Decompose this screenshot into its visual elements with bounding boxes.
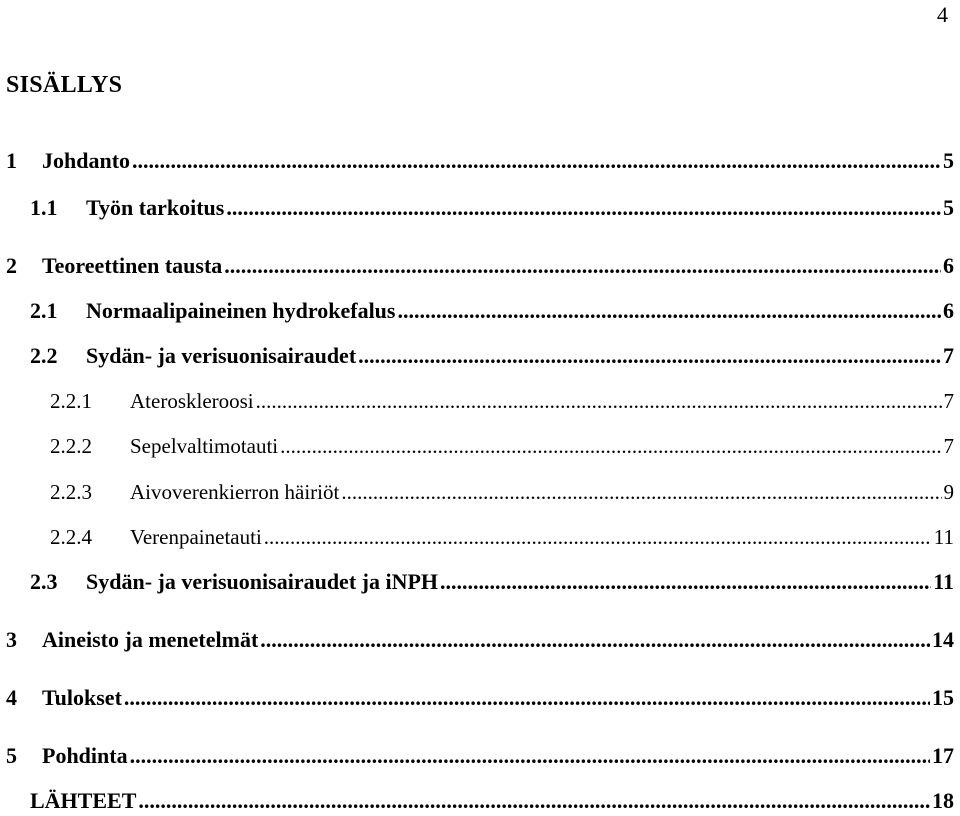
toc-entry-title: LÄHTEET xyxy=(30,788,137,813)
toc-entry-title: Aineisto ja menetelmät xyxy=(42,627,259,652)
toc-leader-dots xyxy=(397,296,941,326)
toc-entry-pohdinta[interactable] xyxy=(6,741,954,771)
toc-entry-number: 2.2.3 xyxy=(50,480,92,504)
toc-entry-normaalipaineinen-hydrokefalus[interactable] xyxy=(30,296,954,326)
toc-entry-page: 5 xyxy=(943,195,954,220)
toc-entry-number: 2.3 xyxy=(30,569,58,594)
toc-entry-tyon-tarkoitus[interactable] xyxy=(30,193,954,223)
toc-entry-page: 11 xyxy=(933,525,954,549)
toc-entry-number: 2.2.2 xyxy=(50,434,92,458)
toc-entry-johdanto[interactable] xyxy=(6,146,954,176)
toc-leader-dots xyxy=(138,786,930,816)
page-number: 4 xyxy=(937,2,948,27)
toc-entry-page: 15 xyxy=(932,685,954,710)
toc-entry-number: 3 xyxy=(6,627,17,652)
toc-leader-dots xyxy=(264,522,932,552)
toc-entry-number: 4 xyxy=(6,685,17,710)
toc-entry-title: Sepelvaltimotauti xyxy=(130,434,279,458)
toc-entry-title: Aivoverenkierron häiriöt xyxy=(130,480,340,504)
toc-entry-page: 18 xyxy=(932,788,954,813)
toc-entry-title: Tulokset xyxy=(42,685,122,710)
toc-entry-tulokset[interactable] xyxy=(6,683,954,713)
toc-leader-dots xyxy=(358,341,941,371)
toc-entry-title: Ateroskleroosi xyxy=(130,389,254,413)
toc-entry-sydan-ja-verisuonisairaudet[interactable] xyxy=(30,341,954,371)
toc-entry-number: 1 xyxy=(6,148,17,173)
toc-entry-page: 17 xyxy=(932,743,954,768)
toc-entry-number: 2 xyxy=(6,253,17,278)
toc-entry-number: 2.2.4 xyxy=(50,525,92,549)
toc-entry-number: 1.1 xyxy=(30,195,58,220)
toc-entry-sepelvaltimotauti[interactable] xyxy=(50,431,954,461)
toc-leader-dots xyxy=(130,741,930,771)
toc-entry-verenpainetauti[interactable] xyxy=(50,522,954,552)
toc-entry-title: Verenpainetauti xyxy=(130,525,262,549)
toc-entry-page: 7 xyxy=(943,434,954,458)
toc-leader-dots xyxy=(226,193,941,223)
toc-entry-number: 2.1 xyxy=(30,298,58,323)
toc-entry-number: 2.2 xyxy=(30,343,58,368)
toc-entry-number: 5 xyxy=(6,743,17,768)
toc-entry-title: Teoreettinen tausta xyxy=(42,253,223,278)
toc-leader-dots xyxy=(132,146,941,176)
toc-entry-page: 6 xyxy=(943,253,954,278)
toc-leader-dots xyxy=(280,431,941,461)
toc-leader-dots xyxy=(440,567,931,597)
toc-entry-title: Johdanto xyxy=(42,148,131,173)
toc-heading: SISÄLLYS xyxy=(6,72,123,98)
toc-entry-page: 9 xyxy=(943,480,954,504)
toc-entry-sydan-ja-verisuonisairaudet-ja-inph[interactable] xyxy=(30,567,954,597)
toc-entry-title: Sydän- ja verisuonisairaudet ja iNPH xyxy=(86,569,439,594)
toc-entry-aineisto-ja-menetelmat[interactable] xyxy=(6,625,954,655)
toc-entry-ateroskleroosi[interactable] xyxy=(50,386,954,416)
toc-entry-page: 6 xyxy=(943,298,954,323)
toc-entry-title: Pohdinta xyxy=(42,743,128,768)
toc-leader-dots xyxy=(260,625,930,655)
toc-entry-page: 14 xyxy=(932,627,954,652)
toc-entry-page: 11 xyxy=(933,569,954,594)
toc-entry-page: 7 xyxy=(943,343,954,368)
toc-entry-number: 2.2.1 xyxy=(50,389,92,413)
toc-leader-dots xyxy=(341,477,941,507)
toc-entry-teoreettinen-tausta[interactable] xyxy=(6,251,954,281)
toc-entry-title: Normaalipaineinen hydrokefalus xyxy=(86,298,396,323)
toc-entry-title: Sydän- ja verisuonisairaudet xyxy=(86,343,357,368)
toc-entry-aivoverenkierron-hairiot[interactable] xyxy=(50,477,954,507)
toc-leader-dots xyxy=(124,683,930,713)
toc-entry-page: 7 xyxy=(943,389,954,413)
toc-leader-dots xyxy=(256,386,942,416)
toc-entry-lahteet[interactable] xyxy=(30,786,954,816)
toc-entry-page: 5 xyxy=(943,148,954,173)
toc-leader-dots xyxy=(224,251,941,281)
toc-entry-title: Työn tarkoitus xyxy=(86,195,225,220)
